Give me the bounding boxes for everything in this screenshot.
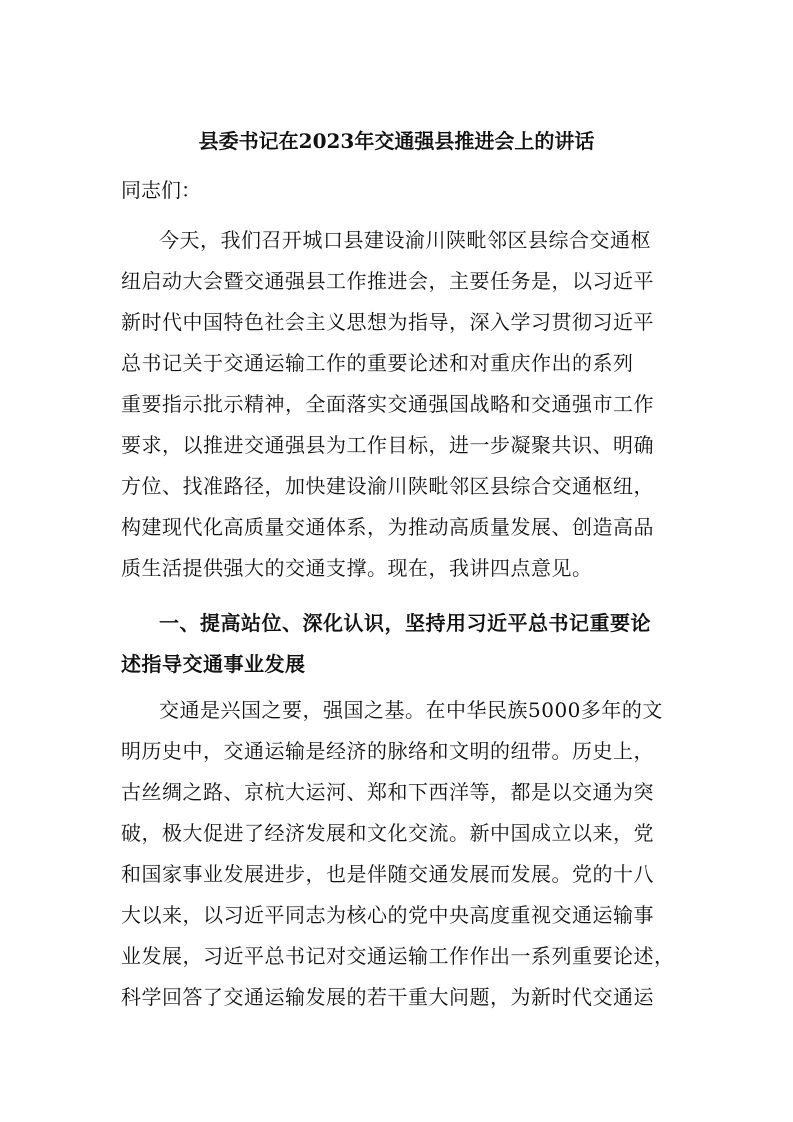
section-heading-1 (121, 603, 681, 685)
text-line: 新时代中国特色社会主义思想为指导，深入学习贯彻习近平 (121, 310, 654, 334)
text-line: 大以来，以习近平同志为核心的党中央高度重视交通运输事 (121, 903, 654, 927)
text-line: 要求，以推进交通强县为工作目标，进一步凝聚共识、明确 (121, 433, 654, 457)
salutation: 同志们： (121, 178, 201, 202)
text-line: 质生活提供强大的交通支撑。现在，我讲四点意见。 (121, 556, 593, 580)
text-line: 科学回答了交通运输发展的若干重大问题，为新时代交通运 (121, 985, 654, 1009)
text-line: 和国家事业发展进步，也是伴随交通发展而发展。党的十八 (121, 862, 654, 886)
text-line: 明历史中，交通运输是经济的脉络和文明的纽带。历史上， (121, 739, 654, 763)
paragraph-section-1 (121, 690, 681, 1018)
text-line: 纽启动大会暨交通强县工作推进会，主要任务是，以习近平 (121, 269, 654, 293)
text-line: 重要指示批示精神，全面落实交通强国战略和交通强市工作 (121, 392, 654, 416)
text-line: 古丝绸之路、京杭大运河、郑和下西洋等，都是以交通为突 (121, 780, 654, 804)
heading-line: 一、提高站位、深化认识，坚持用习近平总书记重要论 (159, 611, 651, 635)
text-line: 业发展，习近平总书记对交通运输工作作出一系列重要论述， (121, 944, 675, 968)
document-title: 县委书记在2023年交通强县推进会上的讲话 (198, 129, 595, 153)
text-line: 方位、找准路径，加快建设渝川陕毗邻区县综合交通枢纽， (121, 474, 654, 498)
heading-line: 述指导交通事业发展 (121, 652, 306, 676)
text-line: 构建现代化高质量交通体系，为推动高质量发展、创造高品 (121, 515, 654, 539)
text-line: 破，极大促进了经济发展和文化交流。新中国成立以来，党 (121, 821, 654, 845)
text-line: 今天，我们召开城口县建设渝川陕毗邻区县综合交通枢 (159, 228, 651, 252)
text-line: 交通是兴国之要，强国之基。在中华民族5000多年的文 (159, 698, 663, 722)
text-line: 总书记关于交通运输工作的重要论述和对重庆作出的系列 (121, 351, 634, 375)
paragraph-intro (121, 220, 681, 589)
